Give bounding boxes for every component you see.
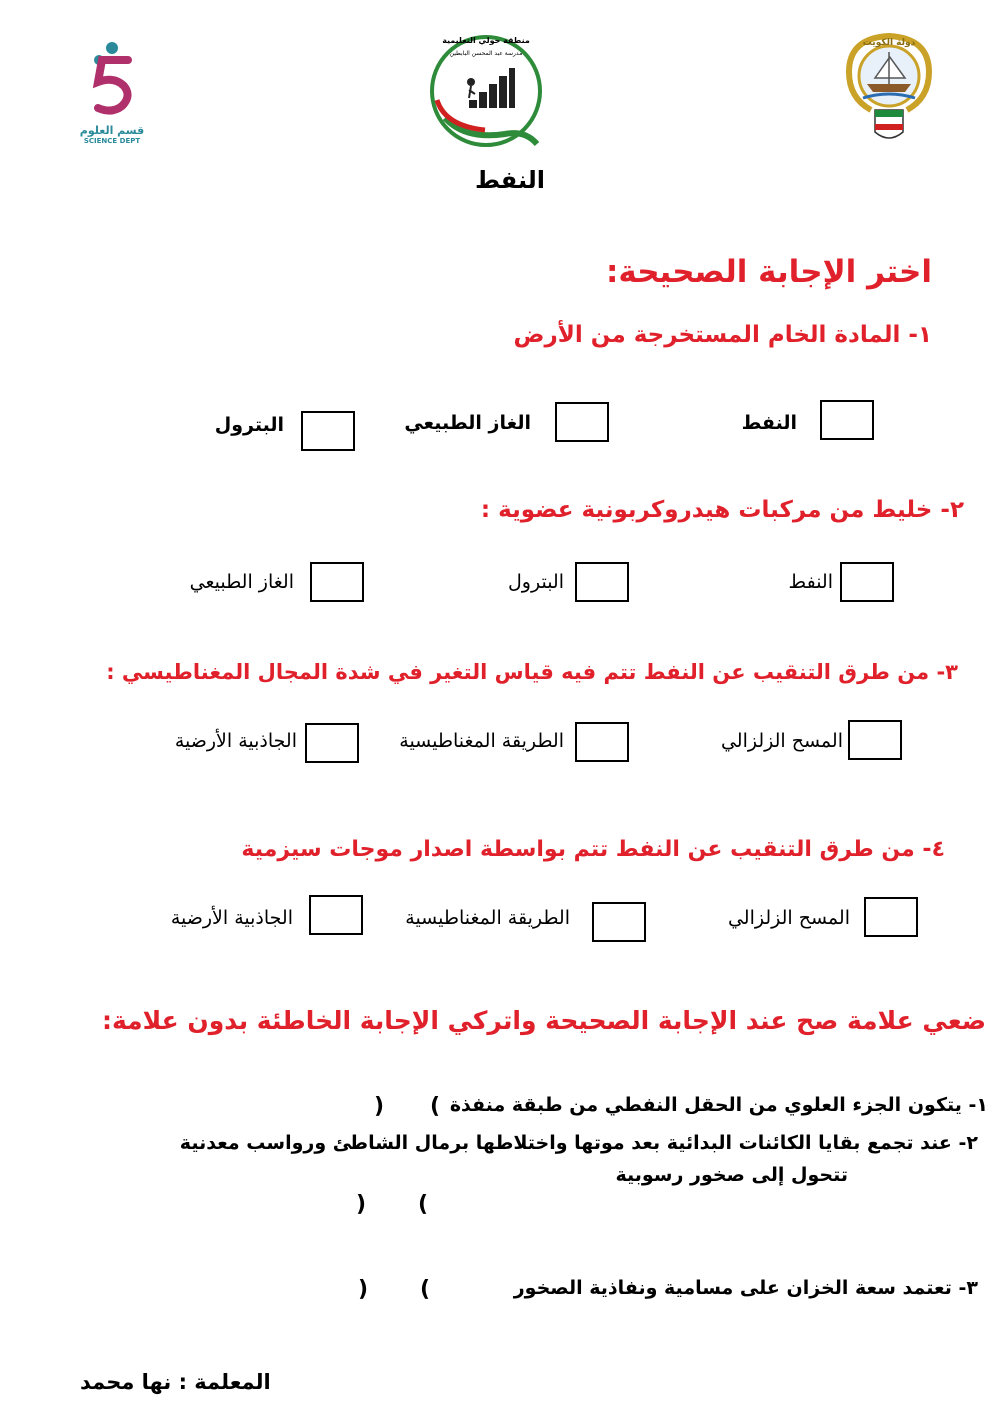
q3-option-2-box[interactable]: [575, 722, 629, 762]
section2-heading: ضعي علامة صح عند الإجابة الصحيحة واتركي الإجابة الخاطئة بدون علامة:: [101, 1006, 986, 1035]
statement-1-paren-close: (: [430, 1094, 441, 1119]
q3-option-3-label: الجاذبية الأرضية: [174, 730, 297, 752]
science-logo-icon: [72, 38, 152, 118]
question-4-text: ٤- من طرق التنقيب عن النفط تتم بواسطة اصدار موجات سيزمية: [241, 837, 945, 862]
q2-option-3-label: الغاز الطبيعي: [189, 571, 294, 593]
q1-option-2-box[interactable]: [555, 402, 609, 442]
q4-option-1-label: المسح الزلزالي: [727, 907, 850, 929]
kuwait-emblem: [835, 28, 943, 148]
q3-option-3-box[interactable]: [305, 723, 359, 763]
q4-option-2-label: الطريقة المغناطيسية: [405, 907, 570, 929]
school-logo-name-text: مدرسة عبد المحسن البابطين: [449, 50, 523, 57]
science-logo-text-ar: قسم العلوم: [79, 124, 145, 137]
q3-option-1-label: المسح الزلزالي: [720, 730, 843, 752]
q3-option-1-box[interactable]: [848, 720, 902, 760]
q4-option-2-box[interactable]: [592, 902, 646, 942]
school-logo-icon: [425, 30, 547, 152]
question-3-text: ٣- من طرق التنقيب عن النفط تتم فيه قياس التغير في شدة المجال المغناطيسي :: [106, 660, 958, 684]
section1-heading: اختر الإجابة الصحيحة:: [606, 254, 932, 290]
statement-2-line-1: ٢- عند تجمع بقايا الكائنات البدائية بعد موتها واختلاطها برمال الشاطئ ورواسب معدنية: [179, 1132, 978, 1154]
statement-1-answer-blank[interactable]: [384, 1094, 430, 1122]
q2-option-2-label: البترول: [508, 571, 564, 593]
statement-3-answer-blank[interactable]: [370, 1277, 420, 1305]
statement-2-line-2: تتحول إلى صخور رسوبية: [615, 1164, 848, 1186]
q2-option-2-box[interactable]: [575, 562, 629, 602]
q3-option-2-label: الطريقة المغناطيسية: [399, 730, 564, 752]
q4-option-3-label: الجاذبية الأرضية: [170, 907, 293, 929]
statement-1-text: ١- يتكون الجزء العلوي من الحقل النفطي من طبقة منفذة: [449, 1094, 988, 1116]
school-logo-top-text: منطقة حولي التعليمية: [442, 36, 530, 45]
q4-option-3-box[interactable]: [309, 895, 363, 935]
q2-option-1-label: النفط: [788, 571, 833, 593]
q2-option-1-box[interactable]: [840, 562, 894, 602]
question-1-text: ١- المادة الخام المستخرجة من الأرض: [513, 322, 932, 348]
statement-2-paren-close: (: [418, 1192, 429, 1217]
science-dept-logo: [72, 38, 152, 156]
statement-3-paren-close: (: [420, 1277, 431, 1302]
statement-2-paren-open: ): [356, 1192, 367, 1217]
question-2-text: ٢- خليط من مركبات هيدروكربونية عضوية :: [480, 497, 964, 523]
teacher-name: المعلمة : نها محمد: [80, 1370, 271, 1394]
q1-option-3-label: البترول: [214, 414, 284, 436]
q1-option-3-box[interactable]: [301, 411, 355, 451]
q1-option-1-label: النفط: [741, 412, 797, 434]
school-logo: [425, 30, 547, 152]
page-title: النفط: [474, 166, 545, 194]
science-logo-text-en: SCIENCE DEPT: [83, 137, 141, 145]
q1-option-1-box[interactable]: [820, 400, 874, 440]
kuwait-emblem-text: دولة الكويت: [862, 38, 916, 48]
statement-2-answer-blank[interactable]: [368, 1192, 418, 1220]
q2-option-3-box[interactable]: [310, 562, 364, 602]
statement-3-paren-open: ): [358, 1277, 369, 1302]
statement-1-paren-open: ): [374, 1094, 385, 1119]
q4-option-1-box[interactable]: [864, 897, 918, 937]
statement-3-text: ٣- تعتمد سعة الخزان على مسامية ونفاذية الصخور: [513, 1277, 978, 1299]
q1-option-2-label: الغاز الطبيعي: [404, 412, 531, 434]
